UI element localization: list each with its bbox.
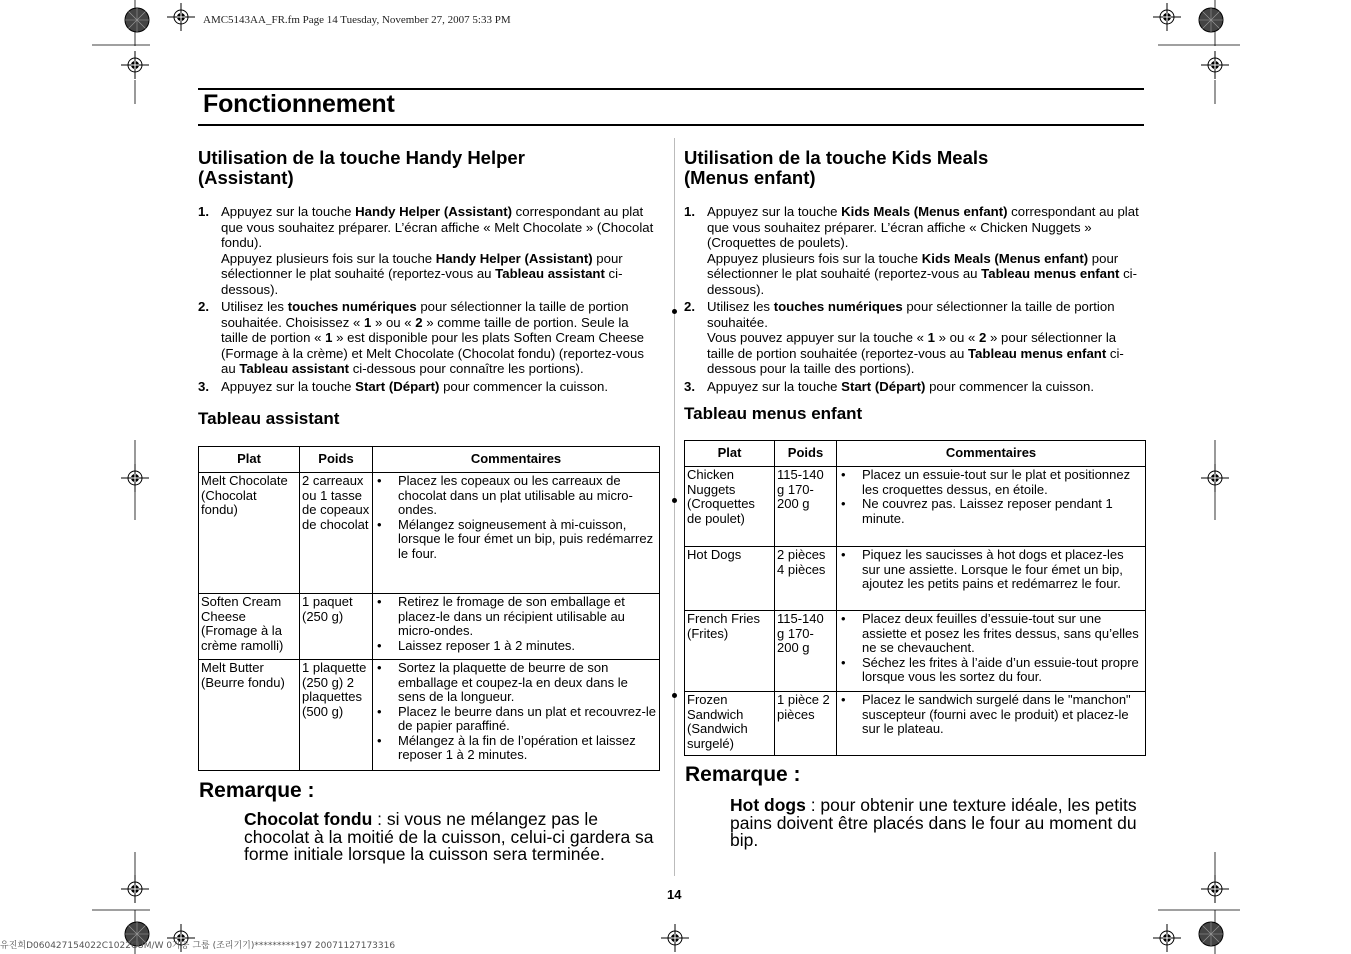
step-paragraph xyxy=(221,379,656,395)
left-title-line-2: (Assistant) xyxy=(198,167,294,188)
cell-poids: 1 pièce 2 pièces xyxy=(775,692,837,756)
left-table-title: Tableau assistant xyxy=(198,409,340,428)
comment-list xyxy=(375,661,657,763)
left-title-line-1: Utilisation de la touche Handy Helper xyxy=(198,147,525,168)
right-remark-label: Hot dogs xyxy=(730,795,806,815)
cell-plat: Soften Cream Cheese (Fromage à la crème ramolli) xyxy=(199,594,300,660)
comment-item: • Placez un essuie-tout sur le plat et positionnez les croquettes dessus, en étoile. xyxy=(839,468,1143,497)
step-paragraph xyxy=(707,251,1142,298)
step-text: Appuyez sur la touche xyxy=(707,378,842,394)
header-plat: Plat xyxy=(199,447,300,473)
step-text: pour sélectionner la taille de portion souhaitée. xyxy=(707,299,1115,330)
table-header-row xyxy=(685,441,1146,467)
change-mark-dot xyxy=(672,498,677,503)
step-paragraph xyxy=(221,251,656,298)
header-poids: Poids xyxy=(775,441,837,467)
comment-list xyxy=(839,693,1143,737)
comment-item: • Placez le sandwich surgelé dans le "manchon" suscepteur (fourni avec le produit) et placez-le sur le plateau. xyxy=(839,693,1143,737)
step-text: ci-dessous pour la taille des portions). xyxy=(707,345,1124,376)
tableau-assistant xyxy=(198,446,660,771)
step-text: Vous pouvez appuyer sur la touche « xyxy=(707,330,928,345)
step-emphasis: Start (Départ) xyxy=(355,378,440,394)
step-number: 2. xyxy=(684,299,695,314)
cell-commentaires xyxy=(373,660,660,771)
step-paragraph xyxy=(707,299,1142,330)
step-text: Appuyez sur la touche xyxy=(707,204,842,219)
column-divider xyxy=(674,138,675,876)
right-title-line-2: (Menus enfant) xyxy=(684,167,816,188)
step-emphasis: Handy Helper (Assistant) xyxy=(355,204,512,219)
step-emphasis: Kids Meals (Menus enfant) xyxy=(921,250,1089,266)
comment-item: • Placez deux feuilles d’essuie-tout sur une assiette et posez les frites dessus, sans qu’elles ne se chevauchent. xyxy=(839,612,1143,656)
step-paragraph xyxy=(221,204,656,251)
cell-commentaires xyxy=(837,692,1146,756)
cell-poids: 115-140 g 170-200 g xyxy=(775,611,837,692)
left-remark-text: : si vous ne mélangez pas le chocolat à la moitié de la cuisson, celui-ci gardera sa forme initiale lorsque la cuisson sera terminée. xyxy=(244,809,654,864)
step-emphasis: 2 xyxy=(979,330,987,345)
cell-plat: Melt Butter (Beurre fondu) xyxy=(199,660,300,771)
step-text: ci-dessous). xyxy=(707,266,1138,297)
cell-plat: Hot Dogs xyxy=(685,547,775,611)
cell-plat: Chicken Nuggets (Croquettes de poulet) xyxy=(685,467,775,547)
step-number: 2. xyxy=(198,299,209,314)
cell-poids: 115-140 g 170-200 g xyxy=(775,467,837,547)
step-paragraph xyxy=(221,299,656,377)
step-text: pour sélectionner la taille de portion souhaitée. Choisissez « xyxy=(221,299,629,330)
step-text: correspondant au plat que vous souhaitez préparer. L’écran affiche « Melt Chocolate » (Chocolat fondu). xyxy=(221,204,654,250)
step-emphasis: 1 xyxy=(927,330,936,345)
step-number: 3. xyxy=(198,378,209,394)
cell-plat: Frozen Sandwich (Sandwich surgelé) xyxy=(685,692,775,756)
comment-list xyxy=(375,474,657,561)
left-steps-list xyxy=(198,204,656,396)
step-text: correspondant au plat que vous souhaitez préparer. L’écran affiche « Chicken Nuggets » (Croquettes de poulets). xyxy=(707,204,1139,250)
left-remark-label: Chocolat fondu xyxy=(244,809,373,829)
right-section-title xyxy=(684,148,1144,188)
cell-poids: 2 carreaux ou 1 tasse de copeaux de chocolat xyxy=(300,473,373,594)
step-text: » ou « xyxy=(371,314,416,330)
table-row xyxy=(685,547,1146,611)
comment-item: • Retirez le fromage de son emballage et placez-le dans un récipient utilisable au micro-ondes. xyxy=(375,595,657,639)
left-section-title xyxy=(198,148,668,188)
header-commentaires: Commentaires xyxy=(837,441,1146,467)
comment-list xyxy=(839,612,1143,685)
step-paragraph xyxy=(707,379,1142,395)
step-emphasis: Tableau assistant xyxy=(239,361,350,376)
step-emphasis: 2 xyxy=(415,314,423,330)
file-footer: 유진희D060427154022C1022CUM/W 0가공 그룹 (조리기기)*********197 20071127173316 xyxy=(0,941,396,951)
comment-item: • Ne couvrez pas. Laissez reposer pendant 1 minute. xyxy=(839,497,1143,526)
comment-item: • Mélangez soigneusement à mi-cuisson, lorsque le four émet un bip, puis redémarrez le four. xyxy=(375,518,657,562)
step-text: pour sélectionner le plat souhaité (reportez-vous au xyxy=(221,250,623,281)
step-emphasis: Tableau menus enfant xyxy=(967,345,1107,361)
step-text: » pour sélectionner la taille de portion souhaitée (reportez-vous au xyxy=(707,330,1117,361)
step-item xyxy=(684,379,1142,395)
step-emphasis: 1 xyxy=(363,314,372,330)
step-item xyxy=(684,299,1142,377)
comment-item: • Mélangez à la fin de l’opération et laissez reposer 1 à 2 minutes. xyxy=(375,734,657,763)
change-mark-dot xyxy=(672,693,677,698)
tableau-menus-enfant xyxy=(684,440,1146,756)
page-title: Fonctionnement xyxy=(203,90,395,118)
step-paragraph xyxy=(707,330,1142,377)
left-remark-body xyxy=(244,811,658,864)
comment-list xyxy=(375,595,657,653)
step-number: 1. xyxy=(198,204,209,219)
file-header: AMC5143AA_FR.fm Page 14 Tuesday, November 27, 2007 5:33 PM xyxy=(203,14,511,26)
step-text: pour commencer la cuisson. xyxy=(439,378,609,394)
change-mark-dot xyxy=(672,309,677,314)
right-remark-text: : pour obtenir une texture idéale, les petits pains doivent être placés dans le four au moment du bip. xyxy=(730,795,1137,850)
step-text: Utilisez les xyxy=(221,299,288,314)
step-text: Appuyez plusieurs fois sur la touche xyxy=(707,250,922,266)
right-table-title: Tableau menus enfant xyxy=(684,404,863,423)
header-poids: Poids xyxy=(300,447,373,473)
step-text: Utilisez les xyxy=(707,299,774,314)
cell-commentaires xyxy=(373,473,660,594)
cell-commentaires xyxy=(837,547,1146,611)
step-item xyxy=(198,299,656,377)
step-emphasis: touches numériques xyxy=(773,299,903,314)
table-row xyxy=(199,473,660,594)
cell-commentaires xyxy=(837,611,1146,692)
step-emphasis: Kids Meals (Menus enfant) xyxy=(841,204,1008,219)
table-row xyxy=(685,611,1146,692)
comment-list xyxy=(839,548,1143,592)
right-remark-title: Remarque : xyxy=(685,763,801,786)
step-emphasis: Handy Helper (Assistant) xyxy=(435,250,593,266)
table-row xyxy=(685,467,1146,547)
step-emphasis: Tableau assistant xyxy=(495,266,605,281)
step-text: » comme taille de portion. Seule la taille de portion « xyxy=(221,314,629,345)
cell-commentaires xyxy=(837,467,1146,547)
comment-item: • Séchez les frites à l’aide d’un essuie-tout propre lorsque vous les sortez du four. xyxy=(839,656,1143,685)
step-item xyxy=(198,204,656,297)
step-emphasis: touches numériques xyxy=(287,299,417,314)
cell-plat: French Fries (Frites) xyxy=(685,611,775,692)
step-text: pour commencer la cuisson. xyxy=(925,378,1095,394)
right-steps-list xyxy=(684,204,1142,396)
right-title-line-1: Utilisation de la touche Kids Meals xyxy=(684,147,989,168)
table-row xyxy=(199,594,660,660)
right-remark-body xyxy=(730,797,1142,850)
comment-item: • Placez les copeaux ou les carreaux de chocolat dans un plat utilisable au micro-ondes. xyxy=(375,474,657,518)
step-text: » est disponible pour les plats Soften Cream Cheese (Formage à la crème) et Melt Chocolate (Chocolat fondu) (reportez-vous au xyxy=(221,330,645,376)
table-row xyxy=(685,692,1146,756)
comment-list xyxy=(839,468,1143,526)
step-emphasis: Tableau menus enfant xyxy=(981,266,1120,281)
step-emphasis: Start (Départ) xyxy=(841,378,926,394)
step-text: ci-dessous pour connaître les portions). xyxy=(349,361,584,376)
header-commentaires: Commentaires xyxy=(373,447,660,473)
step-number: 3. xyxy=(684,378,695,394)
cell-commentaires xyxy=(373,594,660,660)
step-item xyxy=(198,379,656,395)
page-number: 14 xyxy=(667,887,682,902)
table-row xyxy=(199,660,660,771)
left-remark-title: Remarque : xyxy=(199,779,315,802)
cell-poids: 2 pièces 4 pièces xyxy=(775,547,837,611)
step-item xyxy=(684,204,1142,297)
step-number: 1. xyxy=(684,204,695,219)
step-emphasis: 1 xyxy=(325,330,333,345)
step-text: Appuyez sur la touche xyxy=(221,378,356,394)
cell-plat: Melt Chocolate (Chocolat fondu) xyxy=(199,473,300,594)
cell-poids: 1 plaquette (250 g) 2 plaquettes (500 g) xyxy=(300,660,373,771)
comment-item: • Placez le beurre dans un plat et recouvrez-le de papier paraffiné. xyxy=(375,705,657,734)
cell-poids: 1 paquet (250 g) xyxy=(300,594,373,660)
step-text: Appuyez sur la touche xyxy=(221,204,356,219)
title-rule-bottom xyxy=(198,124,1144,126)
comment-item: • Sortez la plaquette de beurre de son emballage et coupez-la en deux dans le sens de la longueur. xyxy=(375,661,657,705)
step-text: » ou « xyxy=(935,330,980,345)
step-text: Appuyez plusieurs fois sur la touche xyxy=(221,250,436,266)
table-header-row xyxy=(199,447,660,473)
header-plat: Plat xyxy=(685,441,775,467)
comment-item: • Piquez les saucisses à hot dogs et placez-les sur une assiette. Lorsque le four émet un bip, ajoutez les petits pains et redémarrez le four. xyxy=(839,548,1143,592)
step-text: pour sélectionner le plat souhaité (reportez-vous au xyxy=(707,250,1119,281)
step-text: ci-dessous). xyxy=(221,266,623,297)
step-paragraph xyxy=(707,204,1142,251)
comment-item: • Laissez reposer 1 à 2 minutes. xyxy=(375,639,657,654)
